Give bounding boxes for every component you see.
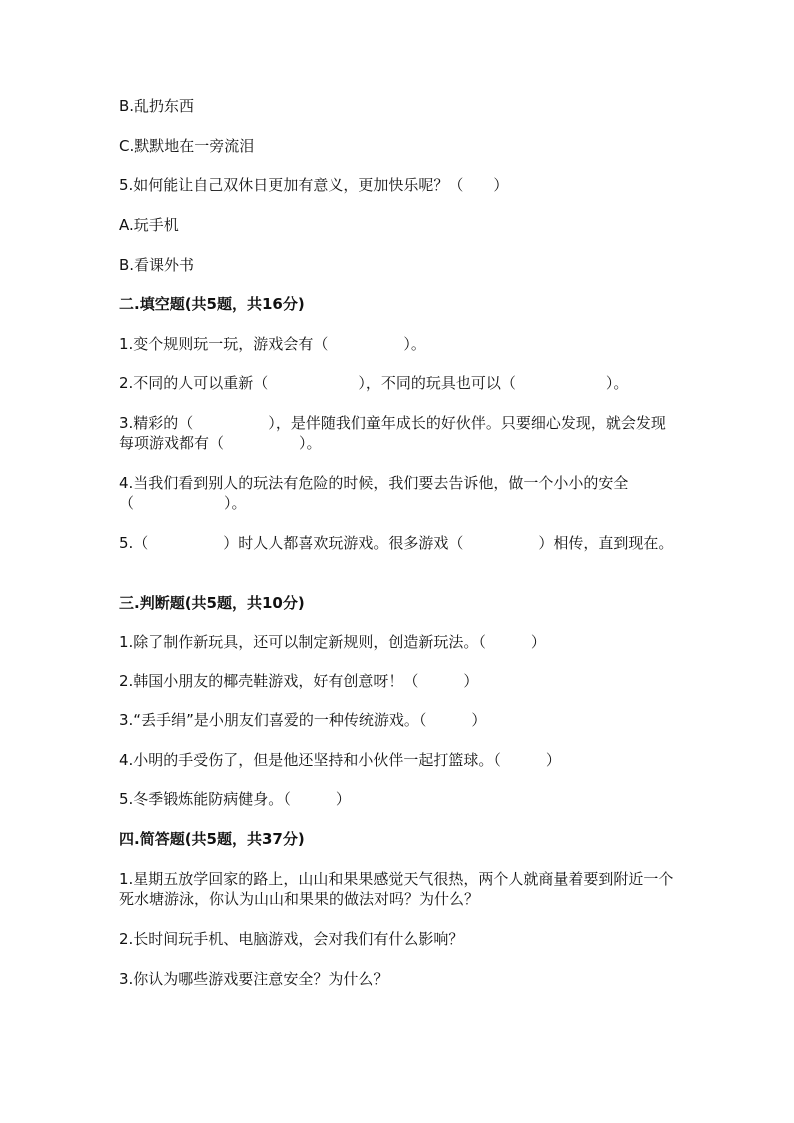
true-false-item-3: 3.“丢手绢”是小朋友们喜爱的一种传统游戏。（ ） [119, 711, 487, 729]
fill-blank-item-5: 5.（ ）时人人都喜欢玩游戏。很多游戏（ ）相传，直到现在。 [119, 534, 674, 552]
true-false-item-2: 2.韩国小朋友的椰壳鞋游戏，好有创意呀！（ ） [119, 672, 479, 690]
short-answer-item-3: 3.你认为哪些游戏要注意安全？为什么？ [119, 970, 389, 988]
section-fill-blank-heading: 二.填空题(共5题，共16分) [119, 295, 305, 313]
fill-blank-item-3: 3.精彩的（ ），是伴随我们童年成长的好伙伴。只要细心发现，就会发现每项游戏都有（ ）。 [119, 414, 666, 452]
short-answer-item-2: 2.长时间玩手机、电脑游戏，会对我们有什么影响？ [119, 930, 464, 948]
fill-blank-item-4: 4.当我们看到别人的玩法有危险的时候，我们要去告诉他，做一个小小的安全（ ）。 [119, 474, 629, 512]
section-true-false-heading: 三.判断题(共5题，共10分) [119, 594, 305, 612]
true-false-item-4: 4.小明的手受伤了，但是他还坚持和小伙伴一起打篮球。（ ） [119, 751, 561, 769]
q5-option-b: B.看课外书 [119, 256, 195, 274]
q4-option-c: C.默默地在一旁流泪 [119, 137, 255, 155]
q5-question: 5.如何能让自己双休日更加有意义，更加快乐呢？（ ） [119, 176, 509, 194]
section-short-answer-heading: 四.简答题(共5题，共37分) [119, 830, 305, 848]
q4-option-b: B.乱扔东西 [119, 97, 195, 115]
fill-blank-item-2: 2.不同的人可以重新（ ），不同的玩具也可以（ ）。 [119, 374, 629, 392]
fill-blank-item-1: 1.变个规则玩一玩，游戏会有（ ）。 [119, 335, 426, 353]
true-false-item-5: 5.冬季锻炼能防病健身。（ ） [119, 790, 351, 808]
q5-option-a: A.玩手机 [119, 216, 179, 234]
true-false-item-1: 1.除了制作新玩具，还可以制定新规则，创造新玩法。（ ） [119, 633, 546, 651]
short-answer-item-1: 1.星期五放学回家的路上，山山和果果感觉天气很热，两个人就商量着要到附近一个死水塘游泳，你认为山山和果果的做法对吗？为什么？ [119, 870, 674, 908]
